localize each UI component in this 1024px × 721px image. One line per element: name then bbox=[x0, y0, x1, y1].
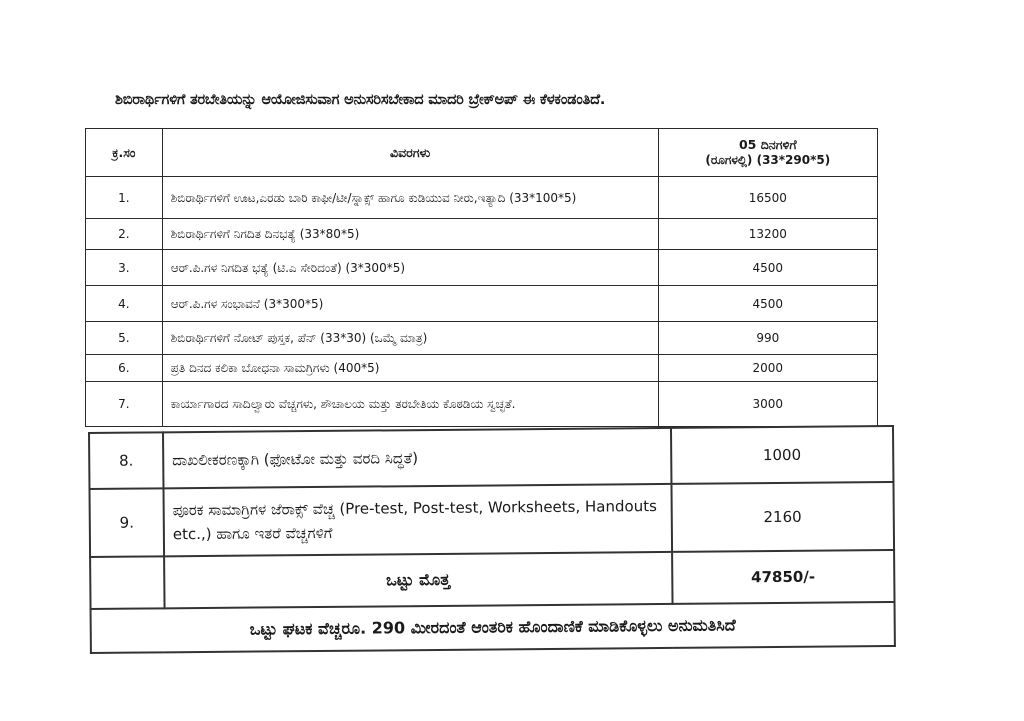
row-serial: 5. bbox=[86, 322, 163, 355]
row-amount: 13200 bbox=[658, 219, 877, 250]
row-detail: ದಾಖಲೀಕರಣಕ್ಕಾಗಿ (ಫೋಟೋ ಮತ್ತು ವರದಿ ಸಿದ್ಧತೆ) bbox=[163, 428, 671, 488]
table-row bbox=[89, 482, 894, 557]
row-detail: ಪ್ರತಿ ದಿನದ ಕಲಿಕಾ ಬೋಧನಾ ಸಾಮಗ್ರಿಗಳು (400*5) bbox=[162, 355, 658, 382]
row-serial: 8. bbox=[89, 432, 163, 489]
total-label: ಒಟ್ಟು ಮೊತ್ತ bbox=[164, 552, 672, 608]
row-amount: 4500 bbox=[658, 250, 877, 286]
total-row bbox=[90, 550, 894, 609]
table-row bbox=[86, 219, 878, 250]
breakup-table-continued bbox=[88, 425, 896, 654]
header-amount-line1: 05 ದಿನಗಳಿಗೆ bbox=[738, 137, 797, 152]
footer-note: ಒಟ್ಟು ಘಟಕ ವೆಚ್ಚರೂ. 290 ಮೀರದಂತೆ ಆಂತರಿಕ ಹೊಂದಾಣಿಕೆ ಮಾಡಿಕೊಳ್ಳಲು ಅನುಮತಿಸಿದೆ bbox=[91, 602, 895, 653]
row-serial: 4. bbox=[86, 286, 163, 322]
table-row bbox=[86, 177, 878, 219]
row-serial: 2. bbox=[86, 219, 163, 250]
header-serial: ಕ್ರ.ಸಂ bbox=[86, 129, 163, 177]
row-amount: 2000 bbox=[658, 355, 877, 382]
table-row bbox=[89, 426, 893, 489]
header-details: ವಿವರಗಳು bbox=[162, 129, 658, 177]
table-row bbox=[86, 322, 878, 355]
row-amount: 2160 bbox=[671, 482, 894, 552]
row-detail: ಶಿಬಿರಾರ್ಥಿಗಳಿಗೆ ಊಟ,ಎರಡು ಬಾರಿ ಕಾಫೀ/ಟೀ/ಸ್ನಾಕ್ಸ್ ಹಾಗೂ ಕುಡಿಯುವ ನೀರು,ಇತ್ಯಾದಿ (33*100*5) bbox=[162, 177, 658, 219]
row-amount: 990 bbox=[658, 322, 877, 355]
document-heading: ಶಿಬಿರಾರ್ಥಿಗಳಿಗೆ ತರಬೇತಿಯನ್ನು ಆಯೋಜಿಸುವಾಗ ಅನುಸರಿಸಬೇಕಾದ ಮಾದರಿ ಬ್ರೇಕ್‌ಅಪ್ ಈ ಕೆಳಕಂಡಂತಿದೆ. bbox=[115, 92, 606, 108]
row-serial: 9. bbox=[89, 488, 164, 557]
row-amount: 3000 bbox=[658, 382, 877, 427]
table-row bbox=[86, 355, 878, 382]
table-header-row bbox=[86, 129, 878, 177]
row-amount: 4500 bbox=[658, 286, 877, 322]
total-serial-empty bbox=[90, 556, 164, 609]
table-row bbox=[86, 286, 878, 322]
row-detail: ಶಿಬಿರಾರ್ಥಿಗಳಿಗೆ ನಿಗದಿತ ದಿನಭತ್ಯೆ (33*80*5) bbox=[162, 219, 658, 250]
row-amount: 1000 bbox=[671, 426, 894, 484]
total-amount: 47850/- bbox=[672, 550, 895, 604]
row-serial: 6. bbox=[86, 355, 163, 382]
row-serial: 1. bbox=[86, 177, 163, 219]
footer-note-row bbox=[91, 602, 895, 653]
row-detail: ಪೂರಕ ಸಾಮಾಗ್ರಿಗಳ ಜೆರಾಕ್ಸ್ ವೆಚ್ಚ (Pre-test, Post-test, Worksheets, Handouts etc.,) ಹಾಗೂ ಇತರೆ ವೆಚ್ಚಗಳಿಗೆ bbox=[163, 484, 671, 556]
header-amount bbox=[658, 129, 877, 177]
breakup-table bbox=[85, 128, 878, 427]
row-detail: ಕಾರ್ಯಾಗಾರದ ಸಾದಿಲ್ವಾರು ವೆಚ್ಚಗಳು, ಶೌಚಾಲಯ ಮತ್ತು ತರಬೇತಿಯ ಕೊಠಡಿಯ ಸ್ವಚ್ಛತೆ. bbox=[162, 382, 658, 427]
header-amount-line2: (ರೂಗಳಲ್ಲಿ) (33*290*5) bbox=[705, 153, 831, 167]
row-detail: ಶಿಬಿರಾರ್ಥಿಗಳಿಗೆ ನೋಟ್ ಪುಸ್ತಕ, ಪೆನ್ (33*30) (ಒಮ್ಮೆ ಮಾತ್ರ) bbox=[162, 322, 658, 355]
table-row bbox=[86, 382, 878, 427]
row-detail: ಆರ್.ಪಿ.ಗಳ ಸಂಭಾವನೆ (3*300*5) bbox=[162, 286, 658, 322]
row-detail: ಆರ್.ಪಿ.ಗಳ ನಿಗದಿತ ಭತ್ಯೆ (ಟಿ.ಎ ಸೇರಿದಂತೆ) (3*300*5) bbox=[162, 250, 658, 286]
row-amount: 16500 bbox=[658, 177, 877, 219]
row-serial: 3. bbox=[86, 250, 163, 286]
row-serial: 7. bbox=[86, 382, 163, 427]
table-row bbox=[86, 250, 878, 286]
